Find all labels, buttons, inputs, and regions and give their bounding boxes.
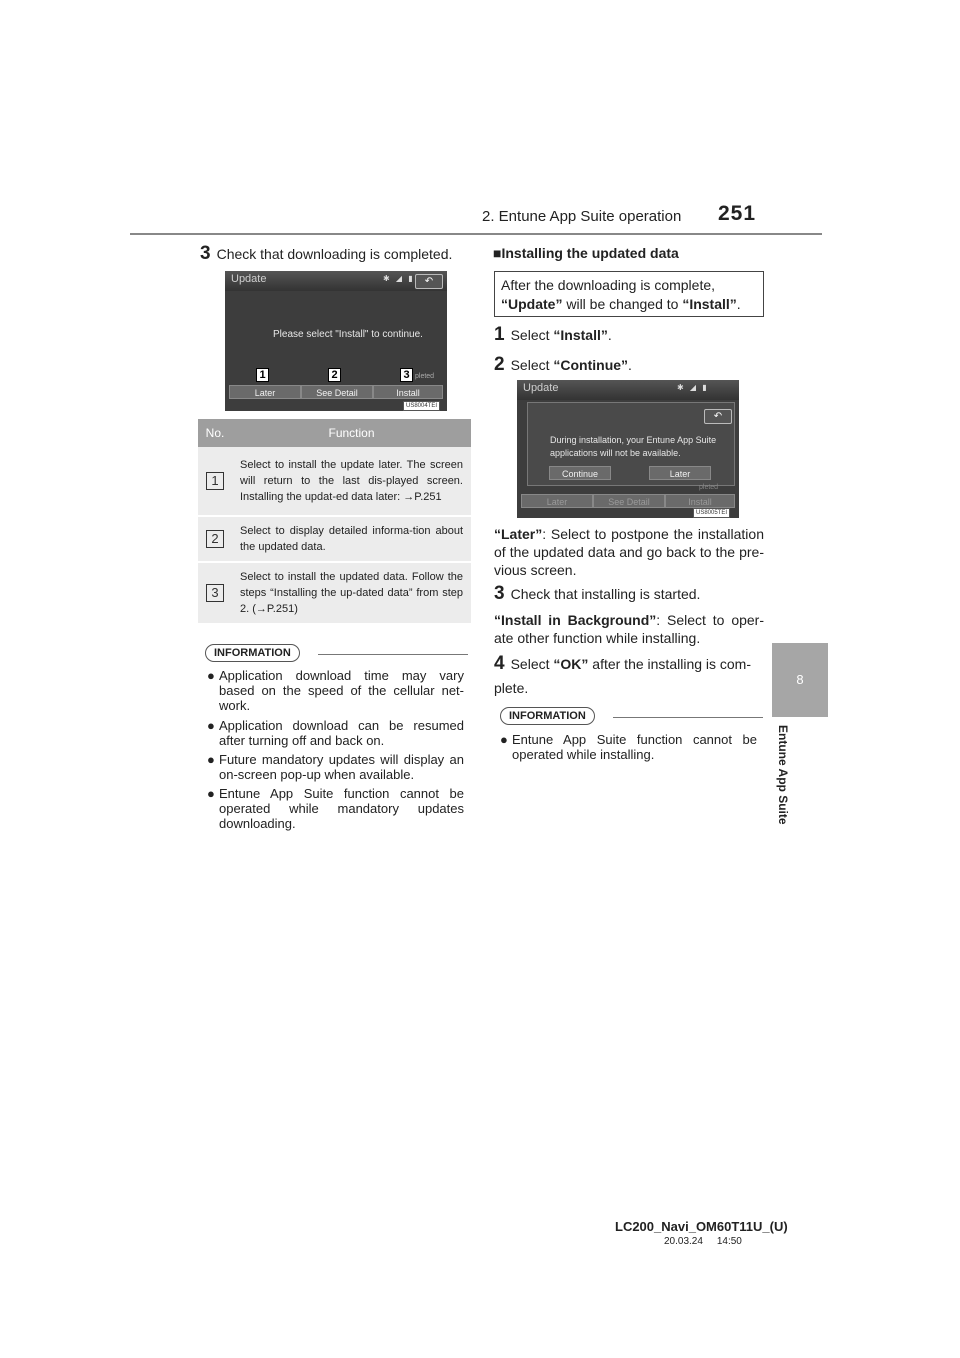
later-button-disabled: Later <box>521 494 593 508</box>
status-icons: ✱ ◢ ▮ <box>383 274 415 283</box>
information-rule <box>613 717 763 718</box>
timestamp: 20.03.24 14:50 <box>664 1236 742 1247</box>
table-cell-text: Select to install the update later. The screen will return to the last dis-played screen. Installing the updat-ed data later: →P.251 <box>232 447 471 516</box>
bullet-icon: ● <box>207 752 215 767</box>
status-icons: ✱ ◢ ▮ <box>677 383 709 392</box>
background-note-bold: “Install in Background” <box>494 612 657 628</box>
chapter-tab: 8 <box>772 643 828 717</box>
table-row <box>198 562 471 624</box>
step-bold: “OK” <box>553 656 589 672</box>
doc-code: LC200_Navi_OM60T11U_(U) <box>615 1219 788 1234</box>
info-item <box>207 718 464 748</box>
table-header-row <box>198 419 471 447</box>
screen-title-bar <box>517 380 739 400</box>
info-text: Application download time may vary based on the speed of the cellular net-work. <box>219 668 464 713</box>
info-text: Entune App Suite function cannot be operated while mandatory updates downloading. <box>219 786 464 831</box>
left-step-3 <box>200 244 452 264</box>
note-line1: After the downloading is complete, <box>501 277 716 293</box>
update-screen-1 <box>225 271 447 411</box>
screen-message: Please select "Install" to continue. <box>273 329 423 340</box>
partial-text: pleted <box>415 373 435 380</box>
right-step-1 <box>494 325 612 345</box>
screen-title: Update <box>523 382 559 394</box>
table-cell-num <box>198 447 232 516</box>
step-number: 1 <box>494 324 505 345</box>
background-note-text: : Select to oper-ate other function while installing. <box>494 612 764 646</box>
bullet-icon: ● <box>207 668 215 683</box>
info-item <box>500 732 757 762</box>
step-pre: Select <box>510 327 554 343</box>
information-label: INFORMATION <box>205 644 300 662</box>
partial-text: pleted <box>699 484 719 491</box>
information-rule <box>318 654 468 655</box>
note-end: . <box>736 296 741 312</box>
step-number: 2 <box>494 354 505 375</box>
table-header-no: No. <box>198 419 232 447</box>
row-number: 3 <box>206 584 224 602</box>
figure-code: US8005TEI <box>693 508 730 518</box>
note-update: “Update” <box>501 296 563 312</box>
update-screen-2 <box>517 380 739 518</box>
info-text: Future mandatory updates will display an on-screen pop-up when available. <box>219 752 464 782</box>
callout-3: 3 <box>400 368 413 382</box>
later-button[interactable]: Later <box>229 385 301 399</box>
figure-code: US8004TEI <box>403 401 440 411</box>
step-number: 3 <box>200 243 211 264</box>
screen-title: Update <box>231 273 267 285</box>
info-text: Entune App Suite function cannot be operated while installing. <box>512 732 757 762</box>
table-cell-text: Select to display detailed informa-tion about the updated data. <box>232 516 471 562</box>
right-step-2 <box>494 355 632 375</box>
step-text: Check that downloading is completed. <box>216 246 453 262</box>
step-pre: Select <box>510 357 554 373</box>
step-pre: Select <box>510 656 554 672</box>
chapter-label <box>768 725 798 835</box>
step-bold: “Install” <box>553 327 608 343</box>
step-bold: “Continue” <box>553 357 629 373</box>
step-post: . <box>628 357 632 373</box>
background-note <box>494 611 764 647</box>
see-detail-button-disabled: See Detail <box>593 494 665 508</box>
bullet-icon: ● <box>500 732 508 747</box>
back-icon[interactable]: ↶ <box>415 274 443 289</box>
table-cell-num <box>198 562 232 624</box>
see-detail-button[interactable]: See Detail <box>301 385 373 399</box>
page-number: 251 <box>718 202 757 225</box>
screen-title-bar <box>225 271 447 291</box>
later-note <box>494 525 764 579</box>
callout-2: 2 <box>328 368 341 382</box>
header-divider <box>130 233 822 235</box>
step-number: 4 <box>494 653 505 674</box>
note-box <box>494 271 764 317</box>
install-button-disabled: Install <box>665 494 735 508</box>
later-note-text: : Select to postpone the installation of the updated data and go back to the pre-vious screen. <box>494 526 764 578</box>
note-install: “Install” <box>682 296 737 312</box>
step-post: after the installing is com-plete. <box>494 656 752 696</box>
bullet-icon: ● <box>207 718 215 733</box>
row-number: 1 <box>206 472 224 490</box>
info-item <box>207 752 464 782</box>
step-number: 3 <box>494 583 505 604</box>
later-note-bold: “Later” <box>494 526 543 542</box>
info-item <box>207 668 464 713</box>
information-label: INFORMATION <box>500 707 595 725</box>
table-cell-num <box>198 516 232 562</box>
heading-marker: ■ <box>493 245 502 261</box>
row-number: 2 <box>206 530 224 548</box>
table-cell-text: Select to install the updated data. Follow the steps “Installing the up-dated data” from step 2. (→P.251) <box>232 562 471 624</box>
table-row <box>198 516 471 562</box>
info-item <box>207 786 464 831</box>
popup-message-line1: During installation, your Entune App Suite <box>550 435 717 445</box>
callout-1: 1 <box>256 368 269 382</box>
section-title: 2. Entune App Suite operation <box>482 208 682 225</box>
section-heading <box>493 245 679 261</box>
step-text: Check that installing is started. <box>510 586 701 602</box>
right-step-3 <box>494 584 700 604</box>
table-row <box>198 447 471 516</box>
info-text: Application download can be resumed after turning off and back on. <box>219 718 464 748</box>
heading-text: Installing the updated data <box>501 245 679 261</box>
continue-button[interactable]: Continue <box>549 466 611 480</box>
popup-later-button[interactable]: Later <box>649 466 711 480</box>
install-button[interactable]: Install <box>373 385 443 399</box>
bullet-icon: ● <box>207 786 215 801</box>
back-icon[interactable]: ↶ <box>704 409 732 424</box>
function-table <box>198 419 471 625</box>
chapter-label-text: Entune App Suite <box>776 725 790 825</box>
step-post: . <box>607 327 612 343</box>
install-popup <box>527 402 735 486</box>
popup-message-line2: applications will not be available. <box>550 448 681 458</box>
right-step-4 <box>494 652 764 700</box>
table-header-function: Function <box>232 419 471 447</box>
note-mid: will be changed to <box>562 296 683 312</box>
